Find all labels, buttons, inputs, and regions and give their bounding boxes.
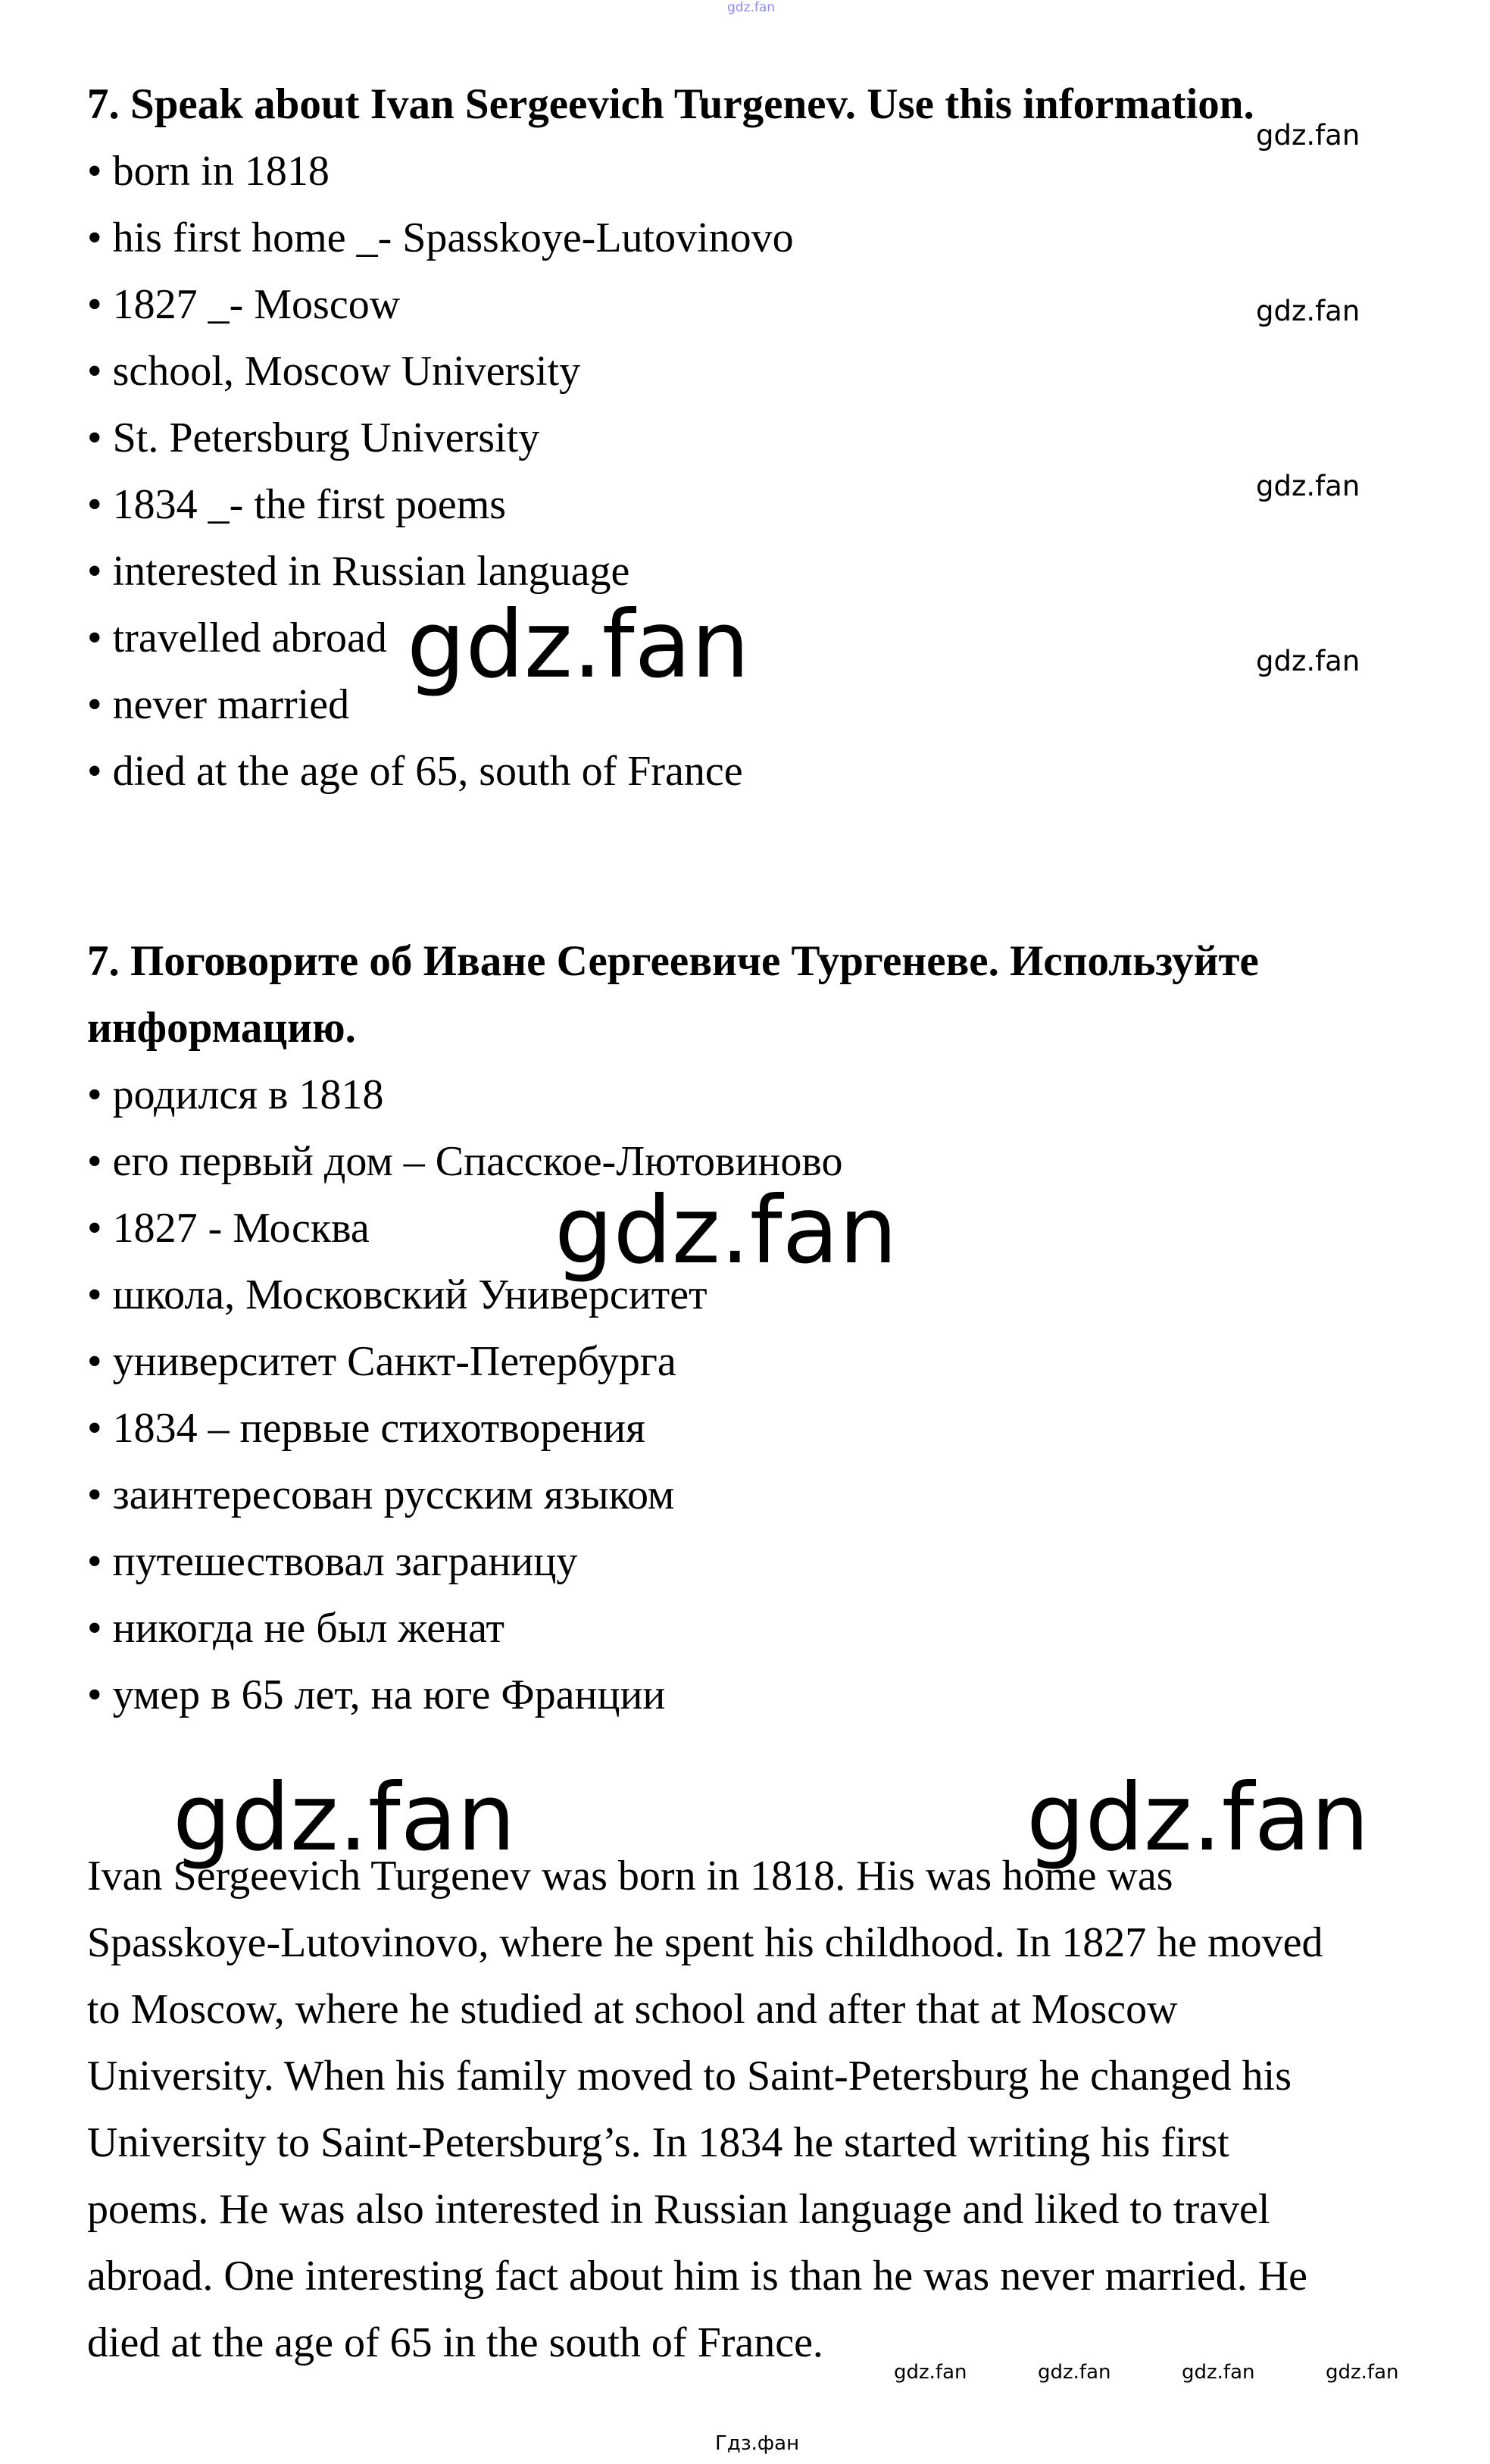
russian-task	[87, 928, 1420, 1728]
bullet-icon: •	[87, 481, 102, 528]
list-item: • умер в 65 лет, на юге Франции	[87, 1671, 666, 1718]
list-item: • died at the age of 65, south of France	[87, 748, 743, 795]
watermark-top: gdz.fan	[727, 0, 776, 15]
watermark-large-2: gdz.fan	[554, 1177, 898, 1284]
list-item: • заинтересован русским языком	[87, 1471, 675, 1518]
bullet-icon: •	[87, 1338, 102, 1385]
list-item: • school, Moscow University	[87, 348, 581, 395]
english-task-list	[87, 138, 1420, 805]
answer-line: poems. He was also interested in Russian language and liked to travel	[87, 2186, 1270, 2233]
bullet-icon: •	[87, 548, 102, 595]
watermark-bottom-2: gdz.fan	[1038, 2361, 1111, 2384]
watermark-bottom-4: gdz.fan	[1326, 2361, 1399, 2384]
list-item: • never married	[87, 681, 350, 728]
watermark-right-1: gdz.fan	[1256, 119, 1360, 152]
bullet-icon: •	[87, 214, 102, 261]
list-item: • 1834 – первые стихотворения	[87, 1405, 645, 1452]
list-item: • университет Санкт-Петербурга	[87, 1338, 676, 1385]
bullet-icon: •	[87, 1671, 102, 1718]
english-task-heading: 7. Speak about Ivan Sergeevich Turgenev. Use this information.	[87, 80, 1254, 128]
watermark-footer: Гдз.фан	[715, 2432, 800, 2455]
answer-line: Ivan Sergeevich Turgenev was born in 1818. His was home was	[87, 1853, 1173, 1900]
bullet-icon: •	[87, 348, 102, 395]
bullet-icon: •	[87, 1071, 102, 1118]
list-item: • interested in Russian language	[87, 548, 630, 595]
list-item: • born in 1818	[87, 148, 330, 195]
bullet-icon: •	[87, 681, 102, 728]
answer-line: abroad. One interesting fact about him is than he was never married. He	[87, 2253, 1307, 2300]
list-item: • путешествовал заграницу	[87, 1538, 578, 1585]
watermark-large-3: gdz.fan	[173, 1764, 516, 1871]
list-item: • 1834 _- the first poems	[87, 481, 507, 528]
english-task	[87, 71, 1420, 805]
russian-task-heading: 7. Поговорите об Иване Сергеевиче Тургеневе. Используйте информацию.	[87, 937, 1259, 1052]
list-item: • школа, Московский Университет	[87, 1271, 708, 1318]
answer-text	[87, 1843, 1420, 2376]
watermark-right-4: gdz.fan	[1256, 645, 1360, 677]
bullet-icon: •	[87, 1405, 102, 1452]
bullet-icon: •	[87, 1205, 102, 1252]
bullet-icon: •	[87, 1538, 102, 1585]
answer-line: Spasskoye-Lutovinovo, where he spent his childhood. In 1827 he moved	[87, 1919, 1323, 1966]
bullet-icon: •	[87, 148, 102, 195]
list-item: • 1827 _- Moscow	[87, 281, 401, 328]
russian-task-list	[87, 1062, 1420, 1728]
answer-line: to Moscow, where he studied at school and after that at Moscow	[87, 1986, 1178, 2033]
list-item: • 1827 - Москва	[87, 1205, 370, 1252]
bullet-icon: •	[87, 1605, 102, 1652]
list-item: • его первый дом – Спасское-Лютовиново	[87, 1138, 843, 1185]
watermark-bottom-3: gdz.fan	[1182, 2361, 1255, 2384]
bullet-icon: •	[87, 414, 102, 461]
watermark-large-1: gdz.fan	[407, 591, 750, 699]
bullet-icon: •	[87, 1271, 102, 1318]
watermark-large-4: gdz.fan	[1026, 1764, 1370, 1871]
list-item: • travelled abroad	[87, 614, 387, 661]
bullet-icon: •	[87, 281, 102, 328]
watermark-bottom-1: gdz.fan	[894, 2361, 967, 2384]
watermark-right-3: gdz.fan	[1256, 470, 1360, 502]
list-item: • никогда не был женат	[87, 1605, 504, 1652]
answer-line: University to Saint-Petersburg’s. In 1834 he started writing his first	[87, 2119, 1229, 2166]
bullet-icon: •	[87, 614, 102, 661]
list-item: • his first home _- Spasskoye-Lutovinovo	[87, 214, 794, 261]
bullet-icon: •	[87, 748, 102, 795]
answer-line: died at the age of 65 in the south of France.	[87, 2319, 823, 2366]
watermark-right-2: gdz.fan	[1256, 295, 1360, 327]
list-item: • St. Petersburg University	[87, 414, 540, 461]
answer-paragraph	[87, 1843, 1420, 2376]
bullet-icon: •	[87, 1471, 102, 1518]
bullet-icon: •	[87, 1138, 102, 1185]
answer-line: University. When his family moved to Saint-Petersburg he changed his	[87, 2053, 1292, 2100]
list-item: • родился в 1818	[87, 1071, 384, 1118]
